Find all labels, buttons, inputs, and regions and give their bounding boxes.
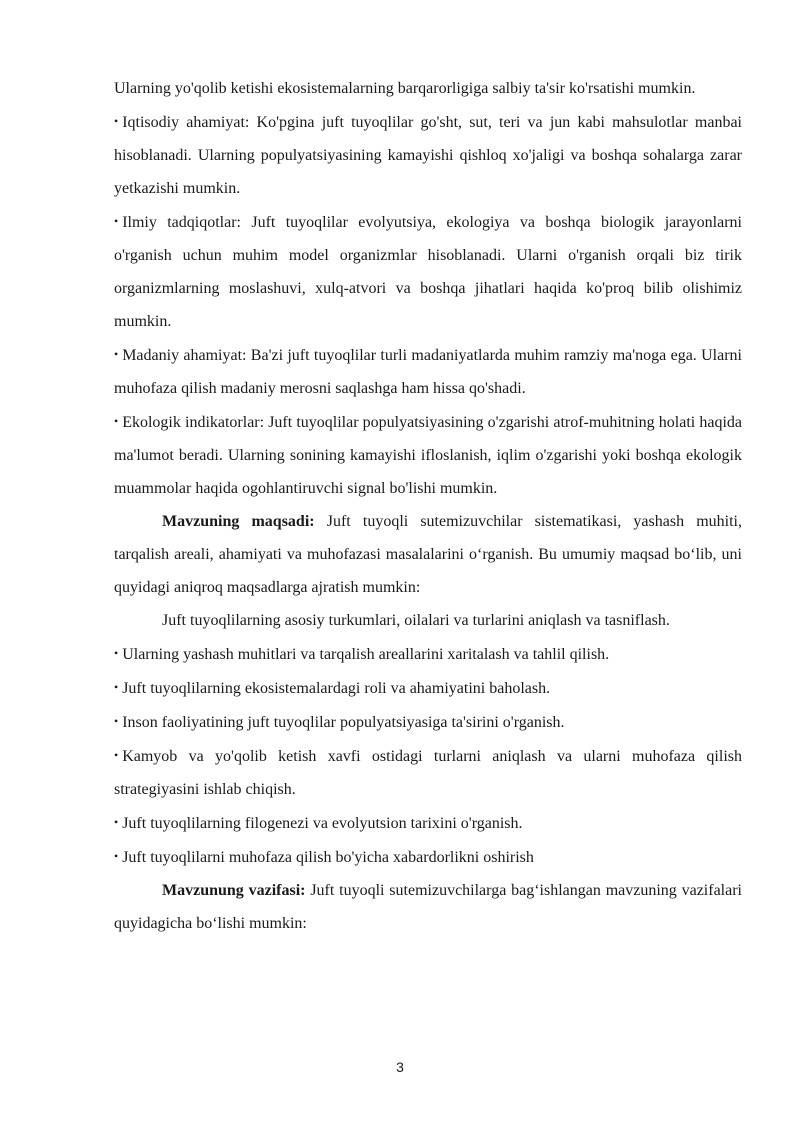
paragraph-5 — [114, 505, 742, 604]
paragraph-10 — [114, 739, 742, 806]
bullet-marker: • — [114, 414, 119, 428]
paragraph-4 — [114, 405, 742, 505]
paragraph-text: Kamyob va yo'qolib ketish xavfi ostidagi turlarni aniqlash va ularni muhofaza qilish strategiyasini ishlab chiqish. — [114, 748, 742, 798]
paragraph-text: Juft tuyoqlilarni muhofaza qilish bo'yicha xabardorlikni oshirish — [122, 849, 534, 866]
paragraph-9 — [114, 705, 742, 739]
bullet-marker: • — [114, 748, 119, 762]
bullet-marker: • — [114, 214, 119, 228]
paragraph-0 — [114, 72, 742, 105]
paragraph-12 — [114, 840, 742, 874]
document-page — [114, 72, 742, 940]
paragraph-1 — [114, 105, 742, 205]
paragraph-8 — [114, 671, 742, 705]
bold-lead: Mavzuning maqsadi: — [162, 513, 315, 530]
paragraph-text: Juft tuyoqlilarning asosiy turkumlari, oilalari va turlarini aniqlash va tasniflash. — [162, 612, 670, 629]
paragraph-text: Juft tuyoqli sutemizuvchilarga bag‘ishlangan mavzuning vazifalari quyidagicha bo‘lishi mumkin: — [114, 882, 743, 932]
bullet-marker: • — [114, 646, 119, 660]
paragraph-13 — [114, 874, 742, 940]
paragraph-text: Inson faoliyatining juft tuyoqlilar populyatsiyasiga ta'sirini o'rganish. — [122, 714, 565, 731]
paragraph-11 — [114, 806, 742, 840]
paragraph-text: Ularning yashash muhitlari va tarqalish areallarini xaritalash va tahlil qilish. — [122, 646, 610, 663]
paragraph-3 — [114, 338, 742, 405]
bold-lead: Mavzunung vazifasi: — [162, 882, 306, 899]
bullet-marker: • — [114, 680, 119, 694]
paragraph-text: Ekologik indikatorlar: Juft tuyoqlilar populyatsiyasining o'zgarishi atrof-muhitning holati haqida ma'lumot beradi. Ularning sonining kamayishi ifloslanish, iqlim o'zgarishi yoki boshqa ekologik muammolar haqida ogohlantiruvchi signal bo'lishi mumkin. — [114, 414, 742, 497]
paragraph-text: Iqtisodiy ahamiyat: Ko'pgina juft tuyoqlilar go'sht, sut, teri va jun kabi mahsulotlar manbai hisoblanadi. Ularning populyatsiyasining kamayishi qishloq xo'jaligi va boshqa sohalarga zarar yetkazishi mumkin. — [114, 114, 742, 197]
bullet-marker: • — [114, 347, 119, 361]
paragraph-6 — [114, 604, 742, 637]
bullet-marker: • — [114, 714, 119, 728]
page-number: 3 — [396, 1059, 404, 1075]
bullet-marker: • — [114, 815, 119, 829]
bullet-marker: • — [114, 114, 119, 128]
bullet-marker: • — [114, 849, 119, 863]
paragraph-2 — [114, 205, 742, 338]
paragraph-text: Ilmiy tadqiqotlar: Juft tuyoqlilar evolyutsiya, ekologiya va boshqa biologik jarayonlarni o'rganish uchun muhim model organizmlar hisoblanadi. Ularni o'rganish orqali biz tirik organizmlarning moslashuvi, xulq-atvori va boshqa jihatlari haqida ko'proq bilib olishimiz mumkin. — [114, 214, 742, 330]
paragraph-text: Juft tuyoqlilarning ekosistemalardagi roli va ahamiyatini baholash. — [122, 680, 551, 697]
paragraph-text: Juft tuyoqli sutemizuvchilar sistematikasi, yashash muhiti, tarqalish areali, ahamiyati va muhofazasi masalalarini o‘rganish. Bu umumiy maqsad bo‘lib, uni quyidagi aniqroq maqsadlarga ajratish mumkin: — [114, 513, 743, 596]
paragraph-text: Madaniy ahamiyat: Ba'zi juft tuyoqlilar turli madaniyatlarda muhim ramziy ma'noga ega. Ularni muhofaza qilish madaniy merosni saqlashga ham hissa qo'shadi. — [114, 347, 742, 397]
paragraph-7 — [114, 637, 742, 671]
paragraph-text: Ularning yo'qolib ketishi ekosistemalarning barqarorligiga salbiy ta'sir ko'rsatishi mumkin. — [114, 80, 696, 97]
paragraph-text: Juft tuyoqlilarning filogenezi va evolyutsion tarixini o'rganish. — [122, 815, 523, 832]
